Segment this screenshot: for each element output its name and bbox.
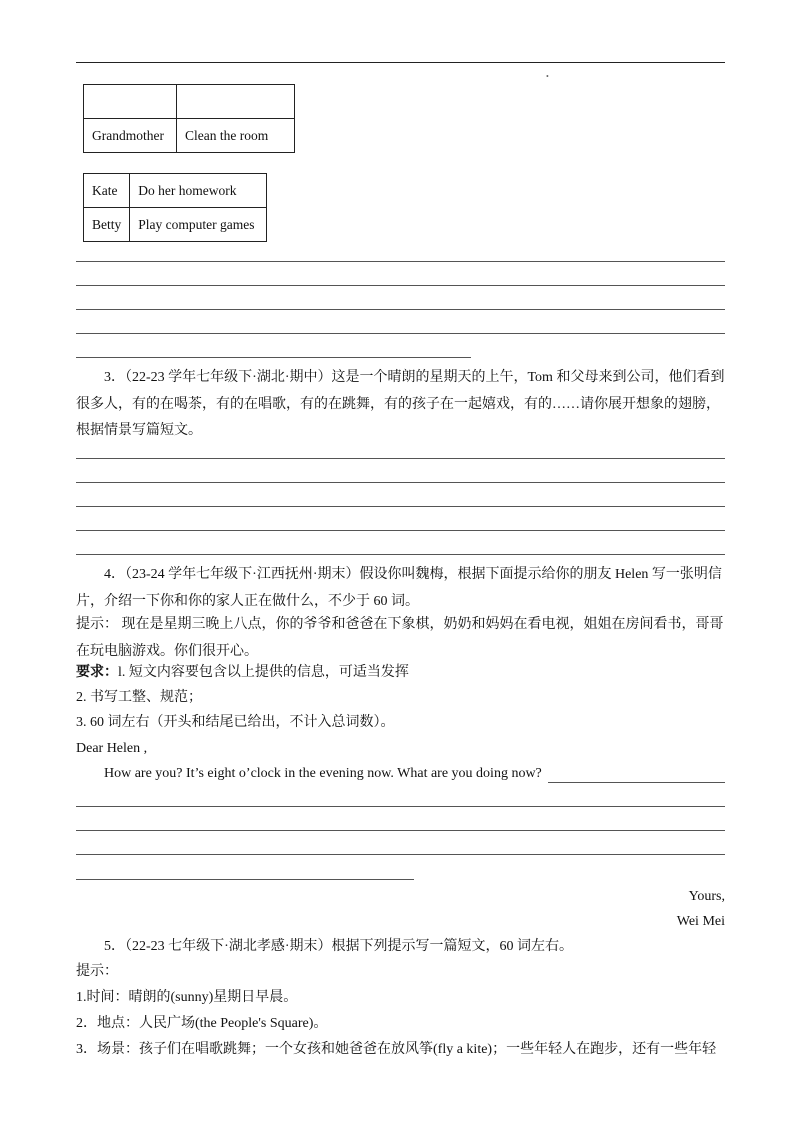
answer-line [548, 782, 725, 783]
table-cell: Play computer games [130, 208, 267, 242]
requirement-2: 2. 书写工整、规范； [76, 690, 202, 705]
table-cell: Betty [84, 208, 130, 242]
letter-greeting: Dear Helen , [76, 741, 148, 756]
question-5-hint-3: 3．场景：孩子们在唱歌跳舞；一个女孩和她爸爸在放风筝(fly a kite)；一些年轻人在跑步，还有一些年轻 [76, 1042, 717, 1057]
table-cell: Kate [84, 174, 130, 208]
table-1 [83, 84, 295, 153]
header-rule [76, 62, 725, 63]
answer-line [76, 506, 725, 507]
answer-line [76, 830, 725, 831]
table-row [84, 174, 267, 208]
requirement-1 [76, 661, 409, 685]
table-cell [177, 85, 295, 119]
answer-line [76, 554, 725, 555]
question-3: 3．（22-23 学年七年级下·湖北·期中）这是一个晴朗的星期天的上午，Tom 和父母来到公司，他们看到很多人，有的在喝茶，有的在唱歌，有的在跳舞，有的孩子在一起嬉戏，有的……请你展开想象的翅膀，根据情景写篇短文。 [76, 370, 725, 438]
question-5-hint-2: 2．地点：人民广场(the People's Square)。 [76, 1016, 328, 1031]
answer-line [76, 482, 725, 483]
answer-line [76, 530, 725, 531]
question-4: 4．（23-24 学年七年级下·江西抚州·期末）假设你叫魏梅，根据下面提示给你的朋友 Helen 写一张明信片，介绍一下你和你的家人正在做什么，不少于 60 词。 [76, 567, 722, 609]
table-row [84, 119, 295, 153]
answer-line [76, 806, 725, 807]
table-2 [83, 173, 267, 242]
answer-line [76, 854, 725, 855]
answer-line [76, 309, 725, 310]
question-5-hint-label: 提示： [76, 964, 118, 979]
answer-line [76, 458, 725, 459]
requirement-1-text: l. 短文内容要包含以上提供的信息，可适当发挥 [118, 665, 409, 680]
letter-closing: Yours, [688, 889, 725, 904]
requirement-3: 3. 60 词左右（开头和结尾已给出，不计入总词数）。 [76, 715, 395, 730]
table-cell: Clean the room [177, 119, 295, 153]
table-cell: Do her homework [130, 174, 267, 208]
question-5-hint-1: 1.时间：晴朗的(sunny)星期日早晨。 [76, 990, 298, 1005]
answer-line [76, 285, 725, 286]
dot-mark: • [546, 72, 549, 81]
answer-line [76, 879, 414, 880]
answer-line [76, 261, 725, 262]
answer-line [76, 357, 471, 358]
answer-line [76, 333, 725, 334]
requirement-label: 要求： [76, 665, 118, 680]
question-4-hint: 提示： 现在是星期三晚上八点，你的爷爷和爸爸在下象棋，奶奶和妈妈在看电视，姐姐在房间看书，哥哥在玩电脑游戏。你们很开心。 [76, 617, 724, 659]
table-row [84, 85, 295, 119]
table-cell [84, 85, 177, 119]
table-cell: Grandmother [84, 119, 177, 153]
question-5: 5．（22-23 七年级下·湖北孝感·期末）根据下列提示写一篇短文，60 词左右。 [104, 939, 573, 954]
table-row [84, 208, 267, 242]
letter-opening: How are you? It’s eight o’clock in the evening now. What are you doing now? [104, 766, 542, 781]
letter-signature: Wei Mei [676, 914, 725, 929]
